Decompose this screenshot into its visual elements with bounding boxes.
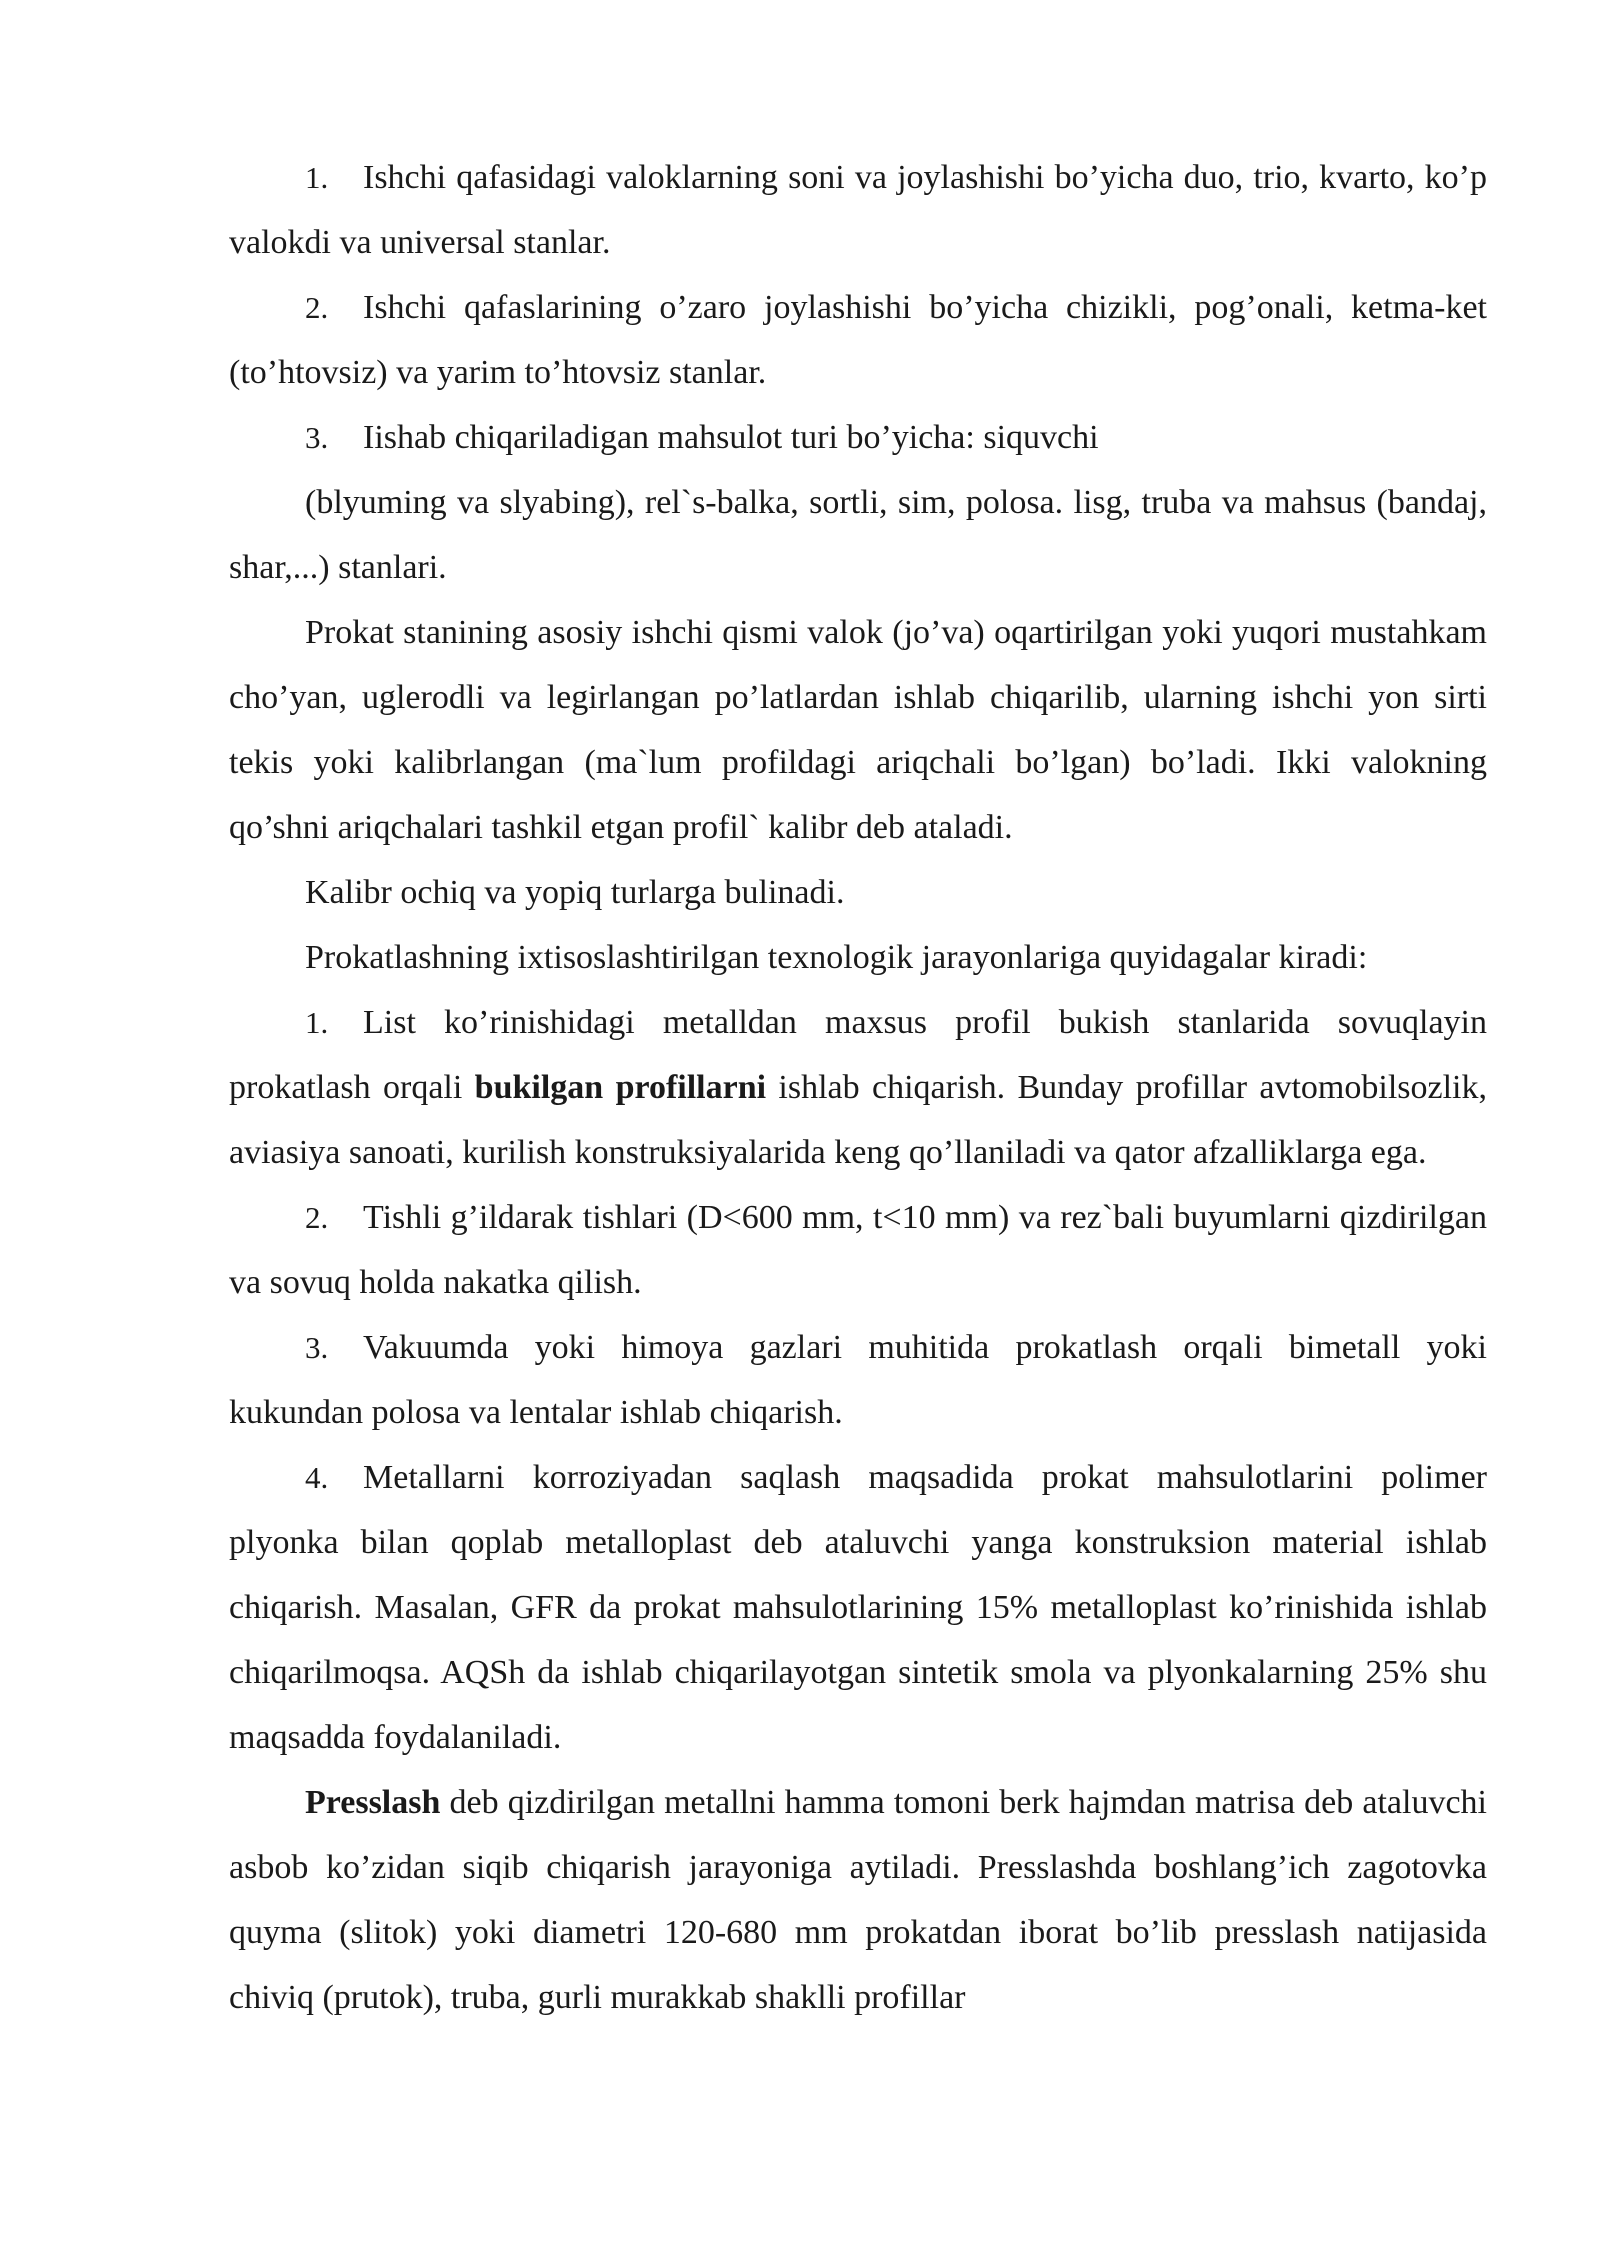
list-number: 1. [305, 160, 329, 195]
special-list-item-2 [229, 1185, 1487, 1315]
paragraph-text: deb qizdirilgan metallni hamma tomoni berk hajmdan matrisa deb ataluvchi asbob ko’zidan siqib chiqarish jarayoniga aytiladi. Presslashda boshlang’ich zagotovka quyma (slitok) yoki diametri 120-680 mm prokatdan iborat bo’lib presslash natijasida chiviq (prutok), truba, gurli murakkab shaklli profillar [229, 1784, 1487, 2016]
list-item-3-continuation: (blyuming va slyabing), rel`s-balka, sortli, sim, polosa. lisg, truba va mahsus (bandaj, shar,...) stanlari. [229, 484, 1487, 586]
list-item-text: Metallarni korroziyadan saqlash maqsadida prokat mahsulotlarini polimer plyonka bilan qoplab metalloplast deb ataluvchi yanga konstruksion material ishlab chiqarish. Masalan, GFR da prokat mahsulotlarining 15% metalloplast ko’rinishida ishlab chiqarilmoqsa. AQSh da ishlab chiqarilayotgan sintetik smola va plyonkalarning 25% shu maqsadda foydalaniladi. [229, 1459, 1487, 1756]
list-number: 3. [305, 1330, 329, 1365]
list-item-text: Vakuumda yoki himoya gazlari muhitida prokatlash orqali bimetall yoki kukundan polosa va lentalar ishlab chiqarish. [229, 1329, 1487, 1431]
document-page [229, 145, 1487, 2030]
list-number: 1. [305, 1005, 329, 1040]
list-item-text: Ishchi qafasidagi valoklarning soni va joylashishi bo’yicha duo, trio, kvarto, ko’p valokdi va universal stanlar. [229, 159, 1487, 261]
special-list-item-1 [229, 990, 1487, 1185]
list-item-text: Iishab chiqariladigan mahsulot turi bo’yicha: siquvchi [363, 419, 1099, 456]
paragraph-intro: Prokatlashning ixtisoslashtirilgan texnologik jarayonlariga quyidagalar kiradi: [305, 939, 1368, 976]
list-item-text: Tishli g’ildarak tishlari (D<600 mm, t<10 mm) va rez`bali buyumlarni qizdirilgan va sovuq holda nakatka qilish. [229, 1199, 1487, 1301]
list-number: 2. [305, 1200, 329, 1235]
paragraph-presslash [229, 1770, 1487, 2030]
list-number: 3. [305, 420, 329, 455]
list-item-1 [229, 145, 1487, 275]
list-number: 4. [305, 1460, 329, 1495]
list-item-text-after: ishlab chiqarish. Bunday profillar avtomobilsozlik, aviasiya sanoati, kurilish konstruksiyalarida keng qo’llaniladi va qator afzalliklarga ega. [229, 1069, 1487, 1171]
list-number: 2. [305, 290, 329, 325]
list-item-2 [229, 275, 1487, 405]
bold-term: Presslash [305, 1784, 441, 1821]
special-list-item-3 [229, 1315, 1487, 1445]
paragraph-kalibr: Kalibr ochiq va yopiq turlarga bulinadi. [305, 874, 845, 911]
list-item-text: Ishchi qafaslarining o’zaro joylashishi bo’yicha chizikli, pog’onali, ketma-ket (to’htovsiz) va yarim to’htovsiz stanlar. [229, 289, 1487, 391]
list-item-text-before: List ko’rinishidagi metalldan maxsus profil bukish stanlarida sovuqlayin prokatlash orqali [229, 1004, 1487, 1106]
bold-term: bukilgan profillarni [474, 1069, 767, 1106]
list-item-3 [229, 405, 1487, 470]
paragraph-prokat: Prokat stanining asosiy ishchi qismi valok (jo’va) oqartirilgan yoki yuqori mustahkam cho’yan, uglerodli va legirlangan po’latlardan ishlab chiqarilib, ularning ishchi yon sirti tekis yoki kalibrlangan (ma`lum profildagi ariqchali bo’lgan) bo’ladi. Ikki valokning qo’shni ariqchalari tashkil etgan profil` kalibr deb ataladi. [229, 614, 1487, 846]
special-list-item-4 [229, 1445, 1487, 1770]
